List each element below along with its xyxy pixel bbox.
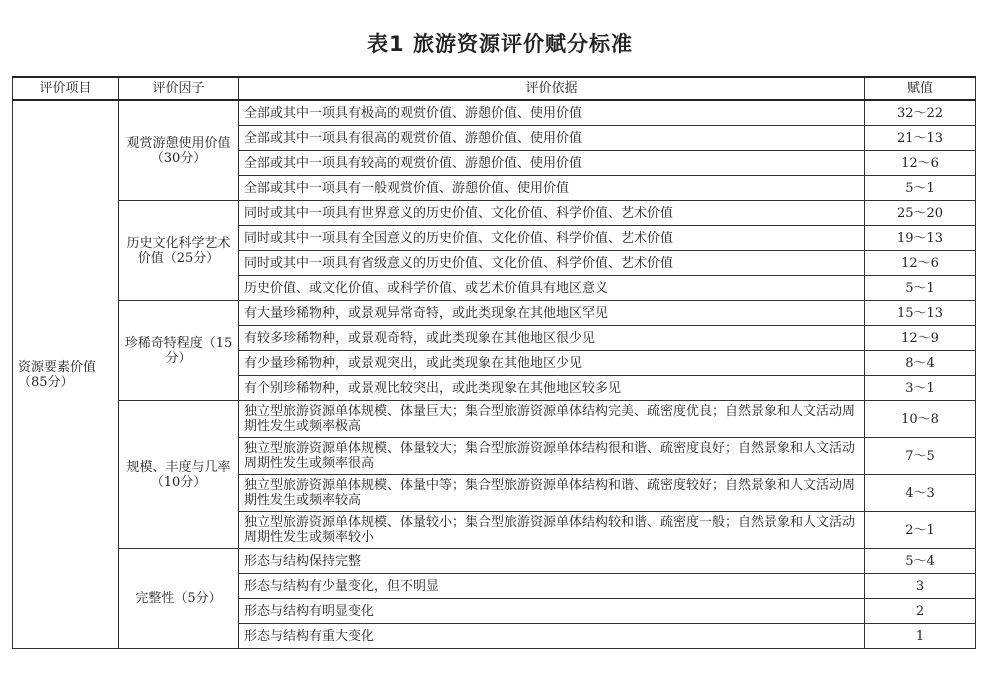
table-row xyxy=(13,549,976,574)
score-cell: 12～9 xyxy=(865,326,976,351)
score-cell: 2 xyxy=(865,599,976,624)
score-cell: 5～4 xyxy=(865,549,976,574)
basis-cell: 历史价值、或文化价值、或科学价值、或艺术价值具有地区意义 xyxy=(239,276,865,301)
basis-cell: 形态与结构有明显变化 xyxy=(239,599,865,624)
table-row xyxy=(13,401,976,438)
basis-cell: 独立型旅游资源单体规模、体量较大；集合型旅游资源单体结构很和谐、疏密度良好；自然景象和人文活动周期性发生或频率很高 xyxy=(239,438,865,475)
basis-cell: 有少量珍稀物种，或景观突出，或此类现象在其他地区少见 xyxy=(239,351,865,376)
basis-cell: 同时或其中一项具有全国意义的历史价值、文化价值、科学价值、艺术价值 xyxy=(239,226,865,251)
score-cell: 2～1 xyxy=(865,512,976,549)
score-cell: 25～20 xyxy=(865,201,976,226)
basis-cell: 有个别珍稀物种，或景观比较突出，或此类现象在其他地区较多见 xyxy=(239,376,865,401)
basis-cell: 形态与结构有少量变化，但不明显 xyxy=(239,574,865,599)
score-cell: 32～22 xyxy=(865,100,976,126)
basis-cell: 全部或其中一项具有极高的观赏价值、游憩价值、使用价值 xyxy=(239,100,865,126)
header-item: 评价项目 xyxy=(13,77,119,100)
basis-cell: 有较多珍稀物种，或景观奇特，或此类现象在其他地区很少见 xyxy=(239,326,865,351)
score-cell: 8～4 xyxy=(865,351,976,376)
score-cell: 1 xyxy=(865,624,976,649)
factor-cell: 珍稀奇特程度（15分） xyxy=(119,301,239,401)
factor-cell: 历史文化科学艺术价值（25分） xyxy=(119,201,239,301)
basis-cell: 同时或其中一项具有世界意义的历史价值、文化价值、科学价值、艺术价值 xyxy=(239,201,865,226)
score-cell: 12～6 xyxy=(865,251,976,276)
basis-cell: 独立型旅游资源单体规模、体量较小；集合型旅游资源单体结构较和谐、疏密度一般；自然景象和人文活动周期性发生或频率较小 xyxy=(239,512,865,549)
header-score: 赋值 xyxy=(865,77,976,100)
table-row xyxy=(13,100,976,126)
factor-cell: 完整性（5分） xyxy=(119,549,239,649)
header-factor: 评价因子 xyxy=(119,77,239,100)
table-row xyxy=(13,201,976,226)
basis-cell: 全部或其中一项具有较高的观赏价值、游憩价值、使用价值 xyxy=(239,151,865,176)
basis-cell: 同时或其中一项具有省级意义的历史价值、文化价值、科学价值、艺术价值 xyxy=(239,251,865,276)
basis-cell: 有大量珍稀物种，或景观异常奇特，或此类现象在其他地区罕见 xyxy=(239,301,865,326)
score-cell: 5～1 xyxy=(865,176,976,201)
score-cell: 7～5 xyxy=(865,438,976,475)
score-cell: 3～1 xyxy=(865,376,976,401)
header-row xyxy=(13,77,976,100)
score-cell: 5～1 xyxy=(865,276,976,301)
basis-cell: 独立型旅游资源单体规模、体量巨大；集合型旅游资源单体结构完美、疏密度优良；自然景象和人文活动周期性发生或频率极高 xyxy=(239,401,865,438)
factor-cell: 规模、丰度与几率（10分） xyxy=(119,401,239,549)
factor-cell: 观赏游憩使用价值（30分） xyxy=(119,100,239,201)
table-title: 表1 旅游资源评价赋分标准 xyxy=(367,32,633,56)
item-cell: 资源要素价值（85分） xyxy=(13,100,119,649)
table-row xyxy=(13,301,976,326)
basis-cell: 形态与结构有重大变化 xyxy=(239,624,865,649)
score-cell: 4～3 xyxy=(865,475,976,512)
score-cell: 15～13 xyxy=(865,301,976,326)
score-cell: 12～6 xyxy=(865,151,976,176)
header-basis: 评价依据 xyxy=(239,77,865,100)
basis-cell: 全部或其中一项具有很高的观赏价值、游憩价值、使用价值 xyxy=(239,126,865,151)
basis-cell: 独立型旅游资源单体规模、体量中等；集合型旅游资源单体结构和谐、疏密度较好；自然景象和人文活动周期性发生或频率较高 xyxy=(239,475,865,512)
score-cell: 21～13 xyxy=(865,126,976,151)
basis-cell: 全部或其中一项具有一般观赏价值、游憩价值、使用价值 xyxy=(239,176,865,201)
score-cell: 3 xyxy=(865,574,976,599)
score-cell: 10～8 xyxy=(865,401,976,438)
basis-cell: 形态与结构保持完整 xyxy=(239,549,865,574)
evaluation-table xyxy=(12,76,976,649)
score-cell: 19～13 xyxy=(865,226,976,251)
